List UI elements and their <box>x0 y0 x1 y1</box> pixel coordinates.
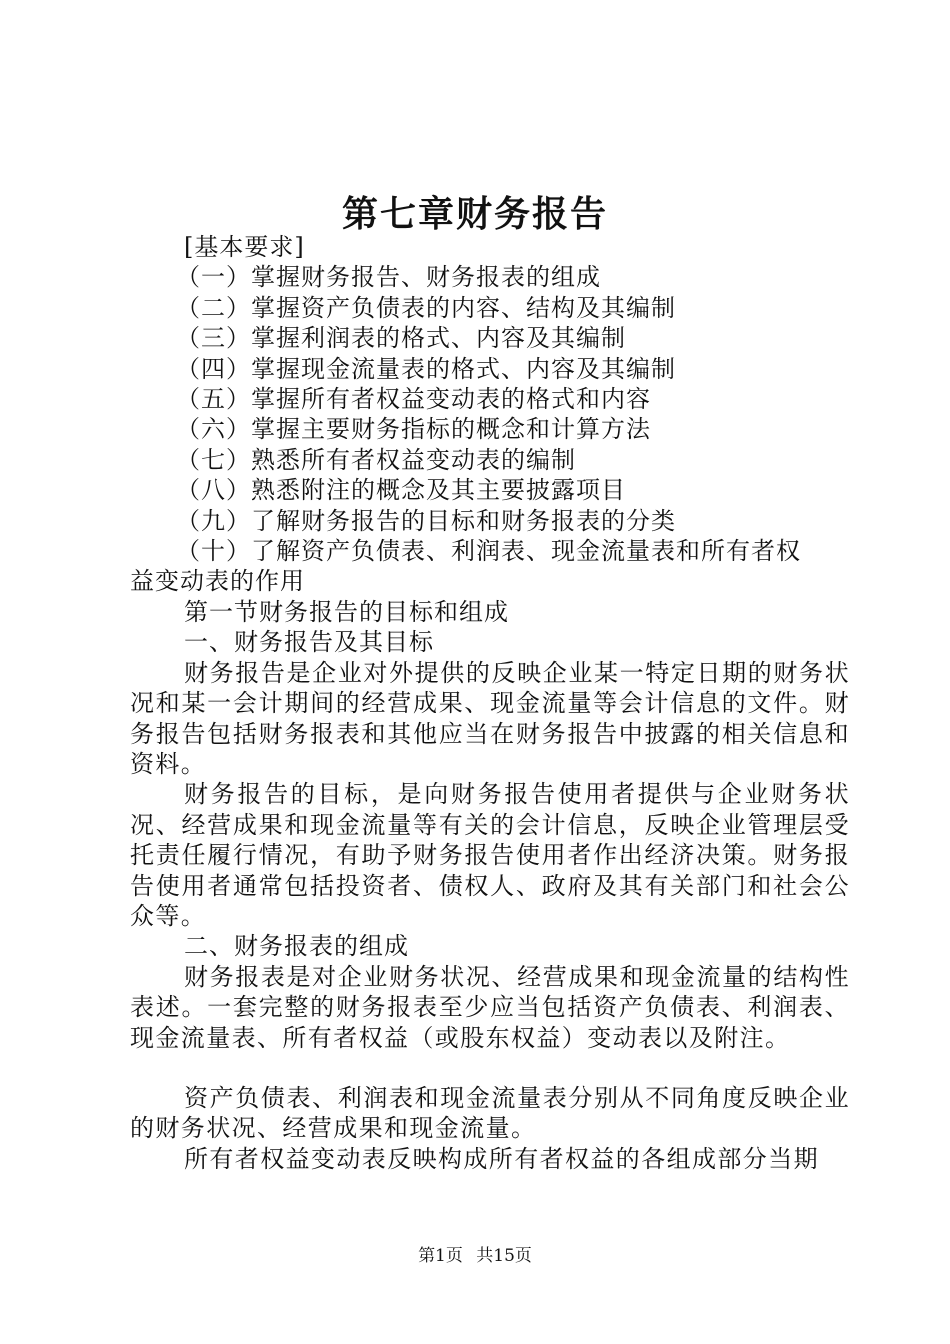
paragraph-3: 财务报表是对企业财务状况、经营成果和现金流量的结构性表述。一套完整的财务报表至少应当包括资产负债表、利润表、现金流量表、所有者权益（或股东权益）变动表以及附注。 <box>130 962 850 1052</box>
requirement-item: （二）掌握资产负债表的内容、结构及其编制 <box>176 293 676 322</box>
page-number: 第1页 <box>418 1246 463 1266</box>
page-total: 共15页 <box>476 1246 532 1266</box>
requirement-item: （五）掌握所有者权益变动表的格式和内容 <box>176 385 651 414</box>
requirement-item: （一）掌握财务报告、财务报表的组成 <box>176 263 601 292</box>
requirement-item: （九）了解财务报告的目标和财务报表的分类 <box>176 506 676 535</box>
paragraph-5: 所有者权益变动表反映构成所有者权益的各组成部分当期 <box>184 1144 819 1173</box>
document-body <box>130 232 850 1174</box>
subsection-heading-1: 一、财务报告及其目标 <box>184 628 434 657</box>
paragraph-2: 财务报告的目标，是向财务报告使用者提供与企业财务状况、经营成果和现金流量等有关的会计信息，反映企业管理层受托责任履行情况，有助予财务报告使用者作出经济决策。财务报告使用者通常包括投资者、债权人、政府及其有关部门和社会公众等。 <box>130 780 850 930</box>
requirement-item-ten-line2: 益变动表的作用 <box>130 567 305 596</box>
requirement-item: （四）掌握现金流量表的格式、内容及其编制 <box>176 354 676 383</box>
blank-line <box>130 1053 850 1083</box>
paragraph-1: 财务报告是企业对外提供的反映企业某一特定日期的财务状况和某一会计期间的经营成果、现金流量等会计信息的文件。财务报告包括财务报表和其他应当在财务报告中披露的相关信息和资料。 <box>130 658 850 778</box>
requirement-item: （六）掌握主要财务指标的概念和计算方法 <box>176 415 651 444</box>
requirement-item: （三）掌握利润表的格式、内容及其编制 <box>176 324 626 353</box>
document-title: 第七章财务报告 <box>341 193 608 235</box>
requirements-heading: [基本要求] <box>184 233 305 261</box>
requirement-item: （八）熟悉附注的概念及其主要披露项目 <box>176 476 626 505</box>
subsection-heading-2: 二、财务报表的组成 <box>184 932 409 961</box>
paragraph-4: 资产负债表、利润表和现金流量表分别从不同角度反映企业的财务状况、经营成果和现金流量。 <box>130 1083 850 1143</box>
page-footer <box>0 1241 950 1266</box>
section-heading: 第一节财务报告的目标和组成 <box>184 597 509 626</box>
requirement-item-ten-line1: （十）了解资产负债表、利润表、现金流量表和所有者权 <box>176 537 801 566</box>
requirement-item: （七）熟悉所有者权益变动表的编制 <box>176 445 576 474</box>
